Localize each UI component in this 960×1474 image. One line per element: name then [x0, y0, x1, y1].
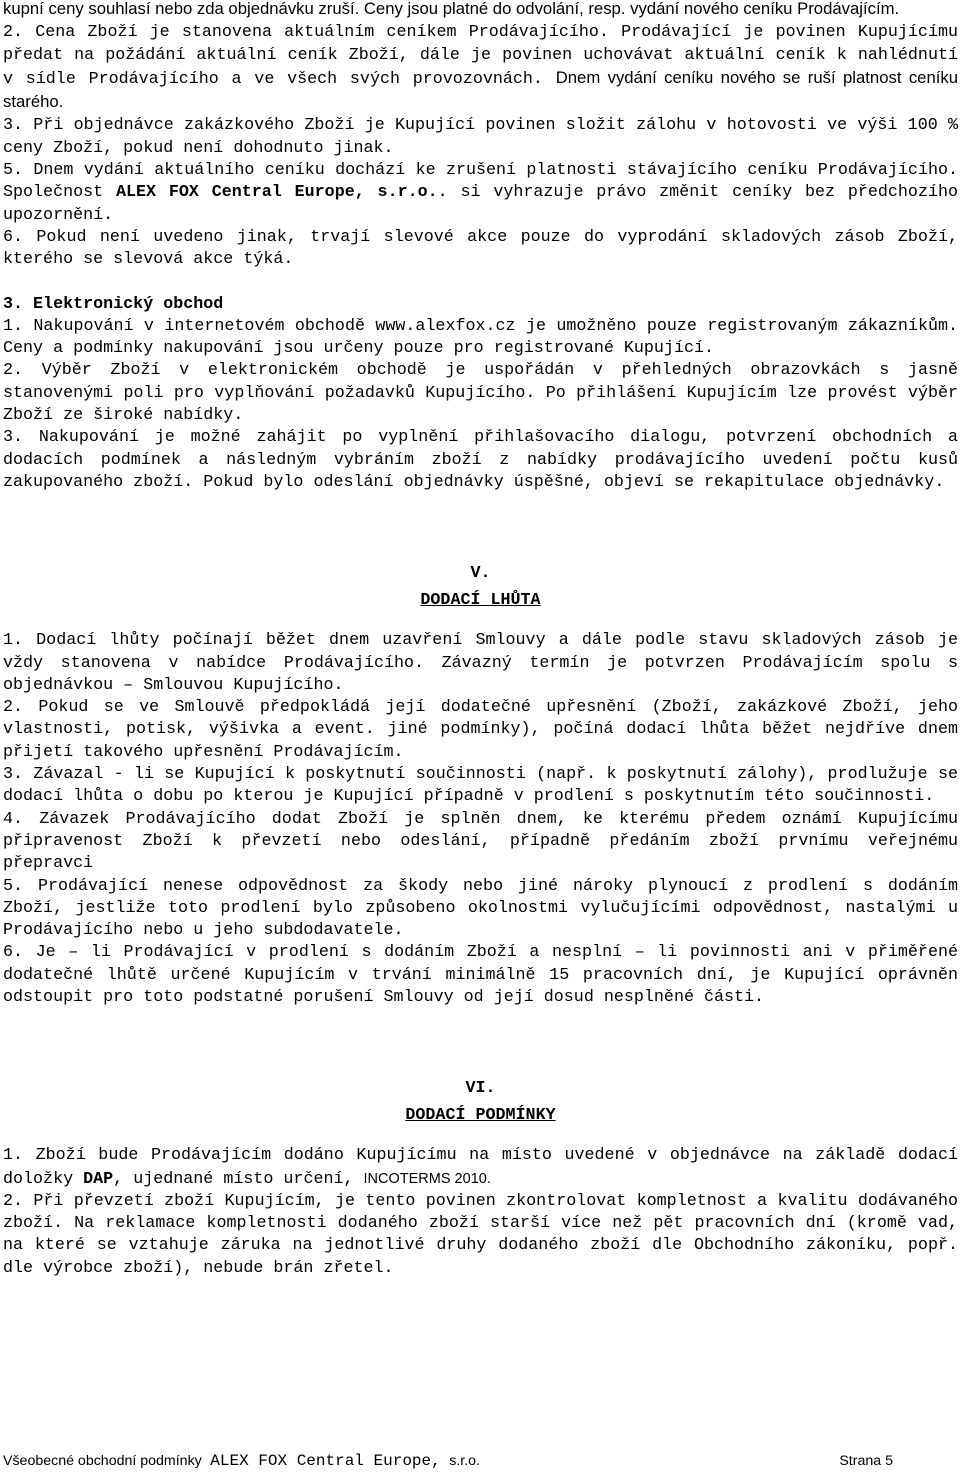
- list-item: [3, 1145, 958, 1191]
- document-page: [3, 0, 958, 1280]
- deposit-paragraph: 3. Při objednávce zakázkového Zboží je Kupující povinen složit zálohu v hotovosti ve výši 100 % ceny Zboží, pokud není dohodnuto jinak.: [3, 116, 958, 158]
- chapter-6-heading: [3, 1075, 958, 1129]
- paragraph-intro: [3, 0, 958, 22]
- delivery-clause-text-end: , ujednané místo určení,: [113, 1169, 354, 1189]
- list-item: 6. Je – li Prodávající v prodlení s dodáním Zboží a nesplní – li povinnosti ani v přiměřené dodatečné lhůtě určené Kupujícím v trvání minimálně 15 pracovních dní, je Kupující oprávněn odstoupit pro toto podstatné porušení Smlouvy od její dosud nesplněné části.: [3, 943, 958, 1007]
- chapter-number: V.: [470, 564, 491, 584]
- eshop-paragraph-3: 3. Nakupování je možné zahájit po vyplnění přihlašovacího dialogu, potvrzení obchodních a dodacích podmínek a následným vybráním zboží z nabídky prodávajícího uvedení počtu kusů zakupovaného zboží. Pokud bylo odeslání objednávky úspěšné, objeví se rekapitulace objednávky.: [3, 428, 958, 492]
- paragraph-5: [3, 160, 958, 227]
- chapter-number: VI.: [465, 1079, 496, 1099]
- delivery-time-list: [3, 630, 958, 1009]
- list-item: 3. Závazal - li se Kupující k poskytnutí součinnosti (např. k poskytnutí zálohy), prodlužuje se dodací lhůta o dobu po kterou je Kupující případně v prodlení s poskytnutím této součinnosti.: [3, 765, 958, 807]
- paragraph-3: [3, 115, 958, 160]
- delivery-conditions: [3, 1145, 958, 1280]
- paragraph-6: [3, 227, 958, 272]
- list-item: 1. Dodací lhůty počínají běžet dnem uzavření Smlouvy a dále podle stavu skladových zásob je vždy stanovena v nabídce Prodávajícího. Závazný termín je potvrzen Prodávajícím spolu s objednávkou – Smlouvou Kupujícího.: [3, 631, 958, 695]
- list-item: 2. Pokud se ve Smlouvě předpokládá její dodatečné upřesnění (Zboží, zakázkové Zboží, jeho vlastnosti, potisk, výšivka a event. jiné podmínky), počíná dodací lhůta běžet nejdříve dnem přijetí takového upřesnění Prodávajícím.: [3, 698, 958, 762]
- list-item: 4. Závazek Prodávajícího dodat Zboží je splněn dnem, ke kterému předem oznámí Kupujícímu připravenost Zboží k převzetí nebo odeslání, případně předáním zboží prvnímu veřejnému přepravci: [3, 809, 958, 874]
- dap-term: DAP: [83, 1169, 114, 1189]
- page-number: [839, 1451, 893, 1471]
- list-item: 5. Prodávající nenese odpovědnost za škody nebo jiné nároky plynoucí z prodlení s dodáním Zboží, jestliže toto prodlení bylo způsobeno okolnostmi vylučujícími odpovědnost, nastalými u Prodávajícího nebo u jeho subdodavatele.: [3, 876, 958, 941]
- chapter-5-heading: [3, 560, 958, 614]
- price-list-paragraph: 5. Dnem vydání aktuálního ceníku dochází ke zrušení platnosti stávajícího ceníku Prodávajícího. Společnost: [3, 161, 958, 203]
- eshop-paragraph-1: 1. Nakupování v internetovém obchodě www.alexfox.cz je umožněno pouze registrovaným zákazníkům. Ceny a podmínky nakupování jsou určeny pouze pro registrované Kupující.: [3, 316, 958, 359]
- company-name: ALEX FOX Central Europe, s.r.o.: [115, 183, 438, 203]
- footer-title: Všeobecné obchodní podmínky: [3, 1453, 202, 1469]
- footer-company: ALEX FOX Central Europe,: [210, 1452, 441, 1470]
- page-footer: [3, 1451, 958, 1472]
- chapter-title: DODACÍ PODMÍNKY: [405, 1106, 556, 1126]
- paragraph-2: [3, 22, 958, 115]
- price-paragraph-end: Dnem vydání ceníku nového se ruší platnost ceníku starého.: [3, 67, 958, 112]
- price-list-paragraph-end: . si vyhrazuje právo změnit ceníky bez předchozího upozornění.: [3, 183, 958, 225]
- page-label: Strana: [839, 1453, 882, 1469]
- delivery-clause-text: 1. Zboží bude Prodávajícím dodáno Kupujícímu na místo uvedené v objednávce na základě dodací doložky: [3, 1146, 958, 1189]
- intro-line: kupní ceny souhlasí nebo zda objednávku zruší. Ceny jsou platné do odvolání, resp. vydání nového ceníku Prodávajícím.: [3, 0, 900, 18]
- price-paragraph: 2. Cena Zboží je stanovena aktuálním ceníkem Prodávajícího. Prodávající je povinen Kupujícímu předat na požádání aktuální ceník Zboží, dále je povinen uchovávat aktuální ceník k nahlédnutí v sídle Prodávajícího a ve všech svých provozovnách.: [3, 23, 958, 89]
- eshop-paragraph-2: 2. Výběr Zboží v elektronickém obchodě je uspořádán v přehledných obrazovkách s jasně stanovenými poli pro vyplňování požadavků Kupujícího. Po přihlášení Kupujícím lze provést výběr Zboží ze široké nabídky.: [3, 361, 958, 426]
- list-item: 2. Při převzetí zboží Kupujícím, je tento povinen zkontrolovat kompletnost a kvalitu dodávaného zboží. Na reklamace kompletnosti dodaného zboží starší více než pět pracovních dní (kromě vad, na které se vztahuje záruka na jednotlivé druhy dodaného zboží dle Obchodního zákoníku, popř. dle výrobce zboží), nebude brán zřetel.: [3, 1191, 958, 1278]
- incoterms-label: INCOTERMS 2010.: [363, 1170, 491, 1187]
- page-value: 5: [885, 1453, 893, 1469]
- discount-paragraph: 6. Pokud není uvedeno jinak, trvají slevové akce pouze do vyprodání skladových zásob Zboží, kterého se slevová akce týká.: [3, 227, 958, 270]
- section-heading-eshop: 3. Elektronický obchod: [3, 294, 224, 314]
- footer-company-suffix: s.r.o.: [449, 1453, 480, 1469]
- chapter-title: DODACÍ LHŮTA: [420, 591, 541, 611]
